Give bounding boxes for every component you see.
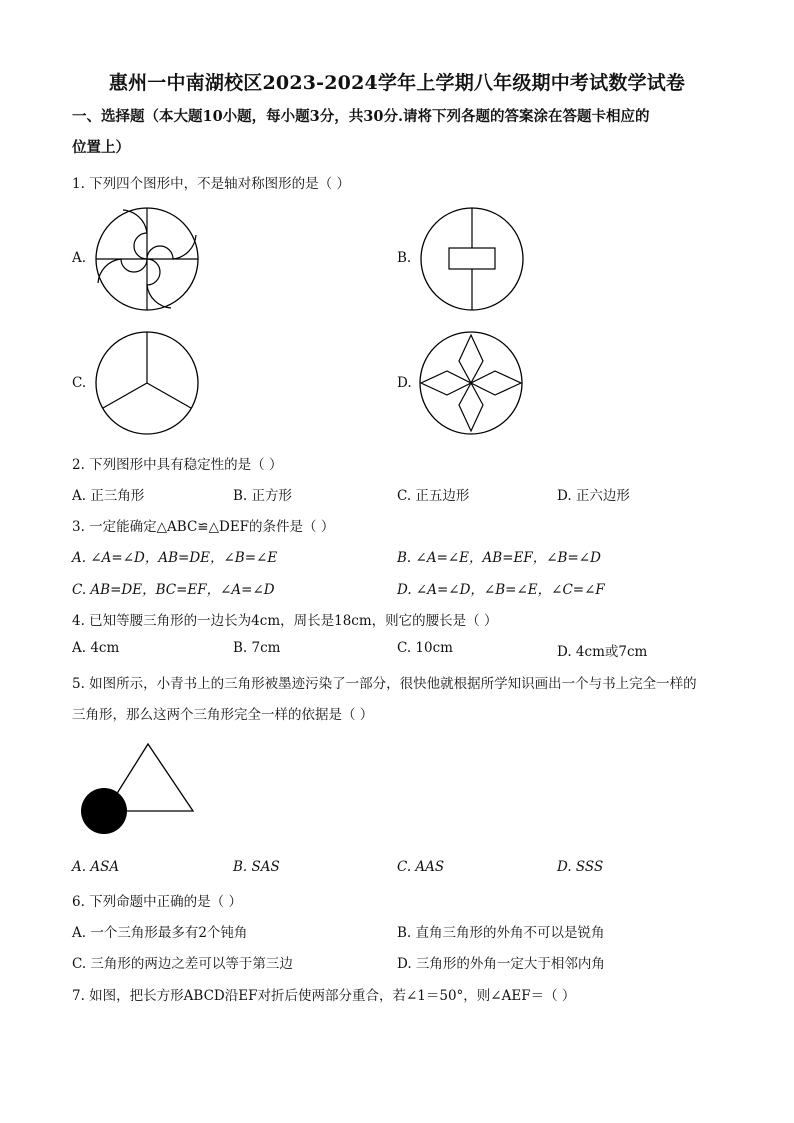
q5-option-b: B. SAS [233,859,280,875]
q1-option-b-label: B. [397,250,412,266]
question-6-stem: 6. 下列命题中正确的是（ ） [72,894,242,910]
q6-option-d: D. 三角形的外角一定大于相邻内角 [397,956,605,972]
q4-option-d: D. 4cm或7cm [557,644,648,660]
q6-option-c: C. 三角形的两边之差可以等于第三边 [72,956,293,972]
q1-figure-b-circle-rectangle [419,207,525,311]
q5-figure-stained-triangle [78,740,198,836]
q3-option-a: A. ∠A=∠D，AB=DE，∠B=∠E [72,550,278,566]
q4-option-b: B. 7cm [233,640,281,656]
question-3-stem: 3. 一定能确定△ABC≌△DEF的条件是（ ） [72,519,335,535]
q1-option-c-label: C. [72,375,87,391]
q1-option-d-label: D. [397,375,412,391]
q1-figure-a-pinwheel [93,207,201,311]
q3-option-c: C. AB=DE，BC=EF，∠A=∠D [72,582,275,598]
q2-option-c: C. 正五边形 [397,488,470,504]
q1-figure-c-three-sectors [95,331,199,435]
q1-option-a-label: A. [72,250,87,266]
question-7-stem: 7. 如图，把长方形ABCD沿EF对折后使两部分重合，若∠1＝50°，则∠AEF＝（ ） [72,988,576,1004]
question-5-stem-line1: 5. 如图所示，小青书上的三角形被墨迹污染了一部分，很快他就根据所学知识画出一个与书上完全一样的 [72,676,697,692]
q6-option-b: B. 直角三角形的外角不可以是锐角 [397,925,605,941]
section-heading-line1: 一、选择题（本大题10小题，每小题3分，共30分.请将下列各题的答案涂在答题卡相应的 [72,108,650,125]
q6-option-a: A. 一个三角形最多有2个钝角 [72,925,248,941]
q5-option-a: A. ASA [72,859,120,875]
q4-option-a: A. 4cm [72,640,120,656]
section-heading-line2: 位置上） [72,139,130,156]
q2-option-b: B. 正方形 [233,488,293,504]
question-5-stem-line2: 三角形，那么这两个三角形完全一样的依据是（ ） [72,707,374,723]
q2-option-d: D. 正六边形 [557,488,630,504]
q5-option-d: D. SSS [557,859,604,875]
q3-option-d: D. ∠A=∠D，∠B=∠E，∠C=∠F [397,582,605,598]
question-1-stem: 1. 下列四个图形中，不是轴对称图形的是（ ） [72,176,350,192]
q5-option-c: C. AAS [397,859,445,875]
exam-title: 惠州一中南湖校区2023-2024学年上学期八年级期中考试数学试卷 [108,72,686,94]
question-4-stem: 4. 已知等腰三角形的一边长为4cm，周长是18cm，则它的腰长是（ ） [72,613,498,629]
question-2-stem: 2. 下列图形中具有稳定性的是（ ） [72,457,283,473]
ink-blot-icon [81,788,127,834]
q2-option-a: A. 正三角形 [72,488,145,504]
q3-option-b: B. ∠A=∠E，AB=EF，∠B=∠D [397,550,601,566]
q4-option-c: C. 10cm [397,640,453,656]
q1-figure-d-four-rhombi [419,331,523,435]
